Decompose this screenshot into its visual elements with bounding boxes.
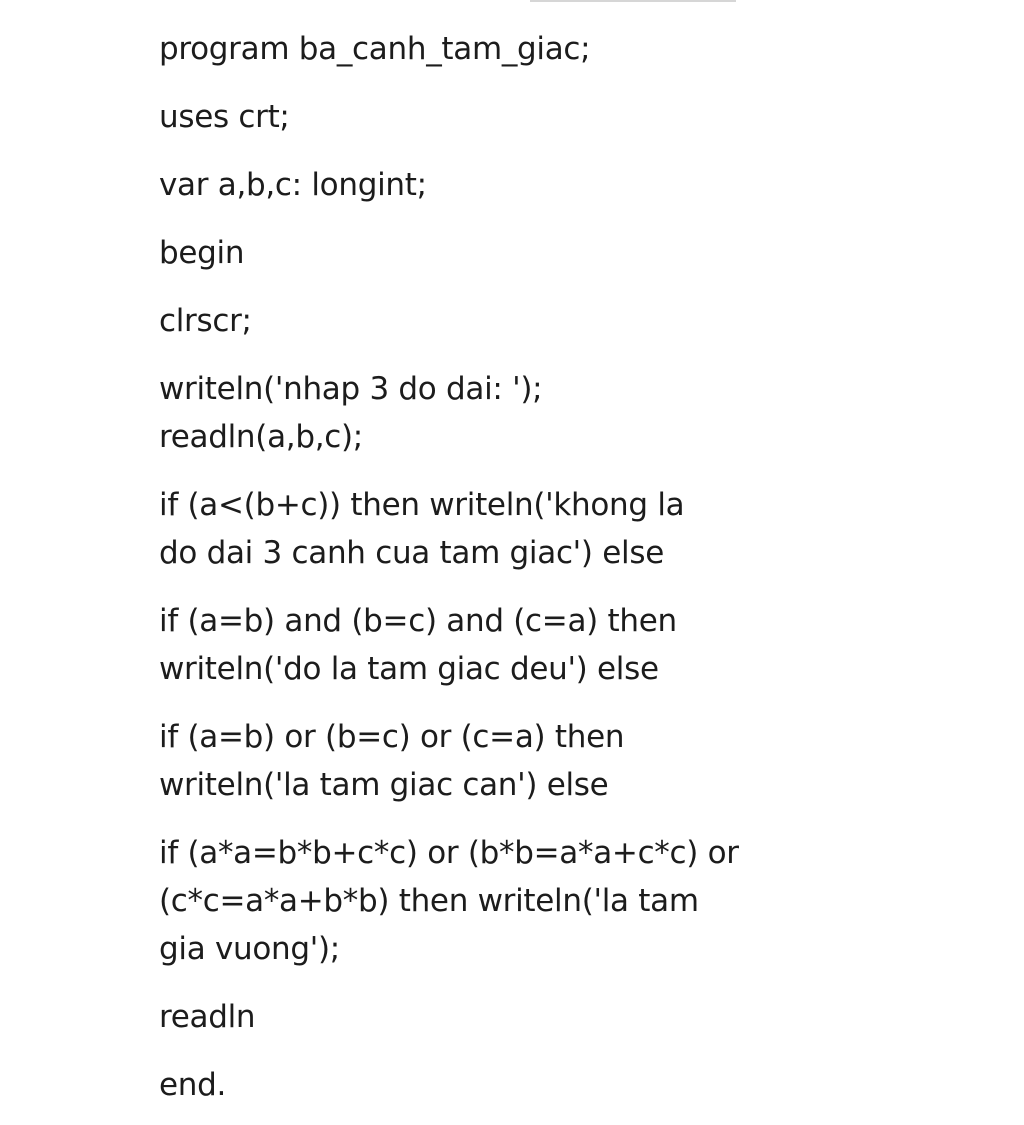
top-divider: [530, 0, 736, 2]
pascal-code-block: [159, 25, 759, 1109]
code-line: program ba_canh_tam_giac;: [159, 31, 591, 67]
code-line: gia vuong');: [159, 931, 340, 967]
code-line: if (a=b) and (b=c) and (c=a) then: [159, 603, 677, 639]
code-line: if (a<(b+c)) then writeln('khong la: [159, 487, 685, 523]
code-line: begin: [159, 235, 245, 271]
code-line: clrscr;: [159, 303, 252, 339]
code-line: if (a=b) or (b=c) or (c=a) then: [159, 719, 625, 755]
code-line: uses crt;: [159, 99, 290, 135]
code-line: end.: [159, 1067, 227, 1103]
code-line: readln(a,b,c);: [159, 419, 363, 455]
code-line: do dai 3 canh cua tam giac') else: [159, 535, 664, 571]
code-line: var a,b,c: longint;: [159, 167, 427, 203]
code-line: writeln('do la tam giac deu') else: [159, 651, 659, 687]
code-line: if (a*a=b*b+c*c) or (b*b=a*a+c*c) or: [159, 835, 739, 871]
code-line: (c*c=a*a+b*b) then writeln('la tam: [159, 883, 699, 919]
code-line: writeln('la tam giac can') else: [159, 767, 609, 803]
code-line: readln: [159, 999, 256, 1035]
code-line: writeln('nhap 3 do dai: ');: [159, 371, 543, 407]
